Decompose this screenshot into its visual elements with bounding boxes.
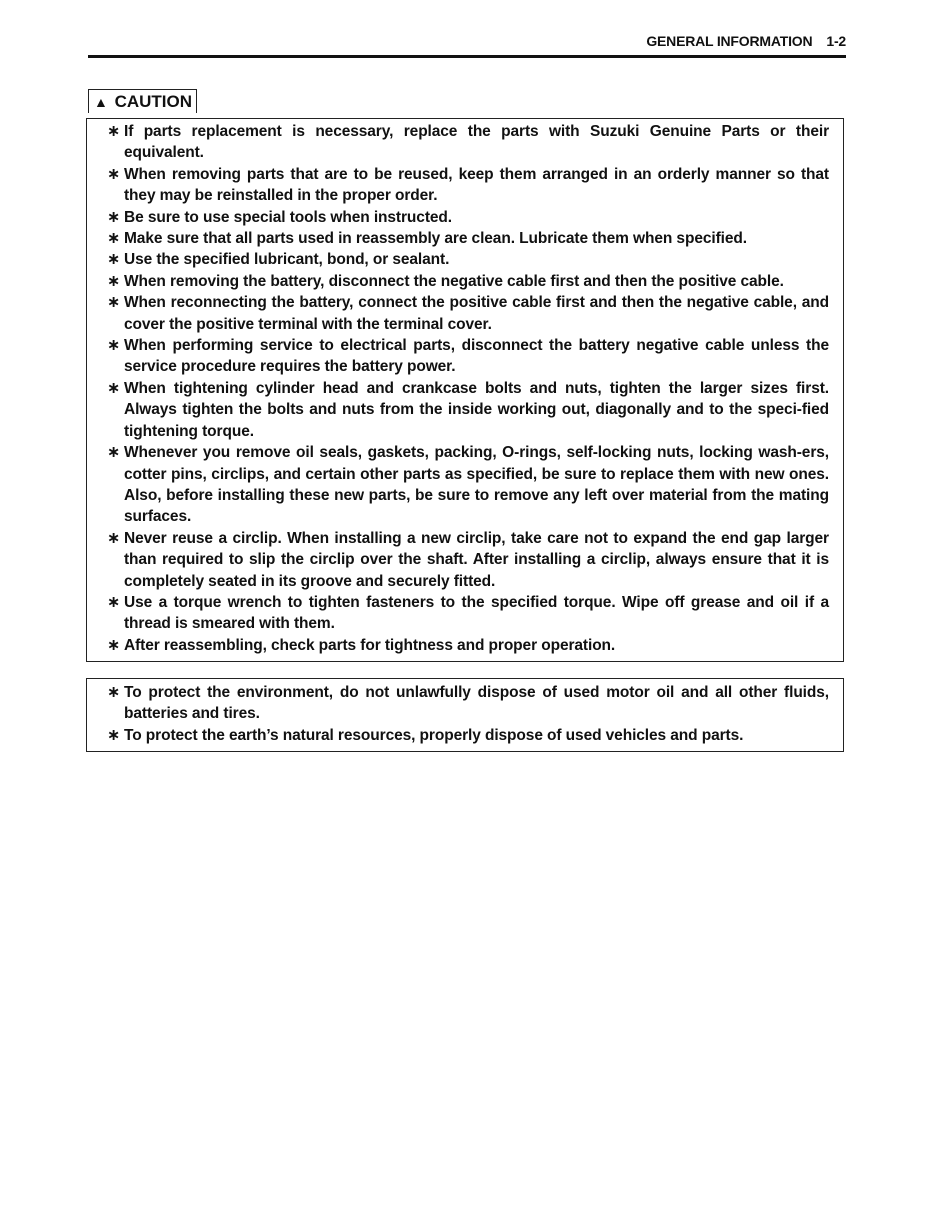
environment-box xyxy=(86,678,844,752)
bullet-star: ∗ xyxy=(107,251,121,269)
bullet-star: ∗ xyxy=(107,379,121,397)
bullet-star: ∗ xyxy=(107,208,121,226)
caution-item: ∗ When reconnecting the battery, connect the positive cable first and then the negative cable, and cover the positive terminal with the terminal cover. xyxy=(107,294,829,333)
bullet-star: ∗ xyxy=(107,230,121,248)
environment-list xyxy=(87,682,829,746)
caution-list xyxy=(87,121,829,656)
caution-item: ∗ Be sure to use special tools when instructed. xyxy=(87,207,829,228)
caution-item: ∗ Use the specified lubricant, bond, or sealant. xyxy=(87,249,829,270)
warning-triangle-icon: ▲ xyxy=(94,94,108,110)
bullet-star: ∗ xyxy=(107,529,121,547)
bullet-star: ∗ xyxy=(107,636,121,654)
bullet-star: ∗ xyxy=(107,444,121,462)
bullet-star: ∗ xyxy=(107,123,121,140)
environment-item: ∗ To protect the environment, do not unlawfully dispose of used motor oil and all other fluids, batteries and tires. xyxy=(107,684,829,723)
bullet-star: ∗ xyxy=(107,684,121,701)
bullet-star: ∗ xyxy=(107,337,121,355)
bullet-star: ∗ xyxy=(107,165,121,183)
bullet-star: ∗ xyxy=(107,593,121,611)
bullet-star: ∗ xyxy=(107,726,121,744)
page-number: 1-2 xyxy=(826,33,846,49)
bullet-star: ∗ xyxy=(107,294,121,312)
bullet-star: ∗ xyxy=(107,272,121,290)
section-title: GENERAL INFORMATION xyxy=(646,33,813,49)
caution-label-text: CAUTION xyxy=(114,92,193,111)
environment-item: ∗ To protect the earth’s natural resources, properly dispose of used vehicles and parts. xyxy=(87,725,829,746)
caution-box xyxy=(86,118,844,662)
caution-item: ∗ When removing parts that are to be reused, keep them arranged in an orderly manner so that they may be reinstalled in the proper order. xyxy=(107,165,829,205)
caution-item: ∗ When performing service to electrical parts, disconnect the battery negative cable unless the service procedure requires the battery power. xyxy=(107,337,829,376)
page-header xyxy=(88,33,846,55)
caution-item: ∗ If parts replacement is necessary, replace the parts with Suzuki Genuine Parts or their equivalent. xyxy=(107,123,829,162)
caution-item: ∗ When removing the battery, disconnect the negative cable first and then the positive cable. xyxy=(87,271,829,292)
caution-item: ∗ Whenever you remove oil seals, gaskets, packing, O-rings, self-locking nuts, locking wash-ers, cotter pins, circlips, and certain other parts as specified, be sure to replace them with new ones. Also, before installing these new parts, be sure to remove any left over material from the mating surfaces. xyxy=(107,444,829,526)
caution-item: ∗ After reassembling, check parts for tightness and proper operation. xyxy=(87,635,829,656)
caution-item: ∗ Make sure that all parts used in reassembly are clean. Lubricate them when specified. xyxy=(87,228,829,249)
caution-item: ∗ Use a torque wrench to tighten fasteners to the specified torque. Wipe off grease and oil if a thread is smeared with them. xyxy=(107,593,829,633)
caution-label xyxy=(88,89,197,113)
caution-item: ∗ Never reuse a circlip. When installing a new circlip, take care not to expand the end gap larger than required to slip the circlip over the shaft. After installing a circlip, always ensure that it is completely seated in its groove and securely fitted. xyxy=(107,529,829,590)
header-rule xyxy=(88,55,846,58)
caution-item: ∗ When tightening cylinder head and crankcase bolts and nuts, tighten the larger sizes first. Always tighten the bolts and nuts from the inside working out, diagonally and to the speci-fied tightening torque. xyxy=(107,379,829,440)
